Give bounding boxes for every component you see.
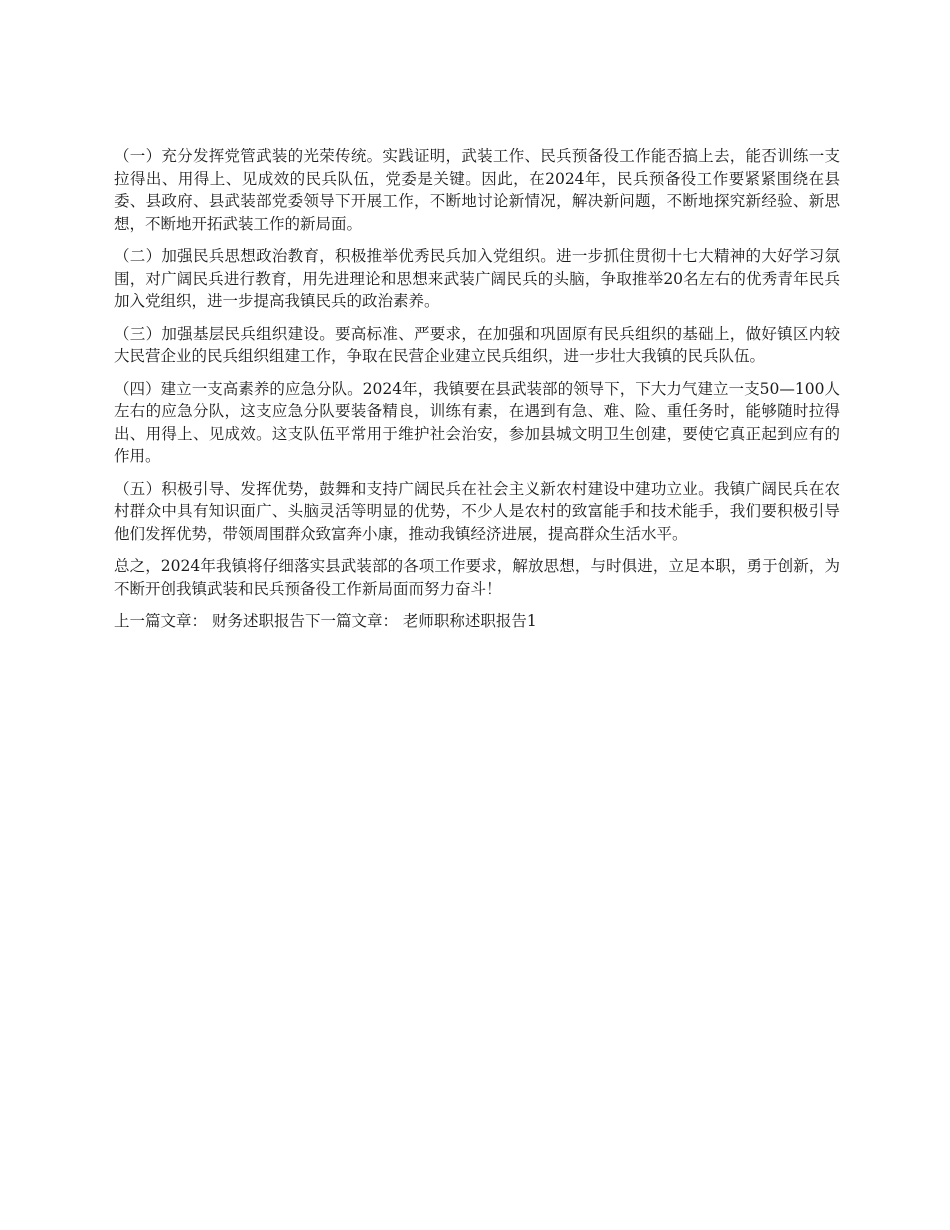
paragraph-3: （三）加强基层民兵组织建设。要高标准、严要求，在加强和巩固原有民兵组织的基础上，做好镇区内较大民营企业的民兵组织组建工作，争取在民营企业建立民兵组织，进一步壮大我镇的民兵队伍。 bbox=[114, 324, 840, 365]
paragraph-2: （二）加强民兵思想政治教育，积极推举优秀民兵加入党组织。进一步抓住贯彻十七大精神的大好学习氛围，对广阔民兵进行教育，用先进理论和思想来武装广阔民兵的头脑，争取推举20名左右的优秀青年民兵加入党组织，进一步提高我镇民兵的政治素养。 bbox=[114, 247, 840, 310]
next-article-link[interactable]: 老师职称述职报告1 bbox=[402, 612, 537, 630]
prev-article-label: 上一篇文章： bbox=[114, 612, 208, 630]
prev-article-link[interactable]: 财务述职报告 bbox=[211, 612, 305, 630]
article-body bbox=[114, 145, 840, 633]
next-article-label: 下一篇文章： bbox=[304, 612, 398, 630]
article-navigation bbox=[114, 610, 840, 633]
paragraph-1: （一）充分发挥党管武装的光荣传统。实践证明，武装工作、民兵预备役工作能否搞上去，能否训练一支拉得出、用得上、见成效的民兵队伍，党委是关键。因此，在2024年，民兵预备役工作要紧紧围绕在县委、县政府、县武装部党委领导下开展工作，不断地讨论新情况，解决新问题，不断地探究新经验、新思想，不断地开拓武装工作的新局面。 bbox=[114, 147, 840, 233]
conclusion-paragraph: 总之，2024年我镇将仔细落实县武装部的各项工作要求，解放思想，与时俱进，立足本职，勇于创新，为不断开创我镇武装和民兵预备役工作新局面而努力奋斗！ bbox=[114, 557, 840, 598]
paragraph-4: （四）建立一支高素养的应急分队。2024年，我镇要在县武装部的领导下，下大力气建立一支50—100人左右的应急分队，这支应急分队要装备精良，训练有素，在遇到有急、难、险、重任务时，能够随时拉得出、用得上、见成效。这支队伍平常用于维护社会治安，参加县城文明卫生创建，要使它真正起到应有的作用。 bbox=[114, 379, 840, 465]
paragraph-5: （五）积极引导、发挥优势，鼓舞和支持广阔民兵在社会主义新农村建设中建功立业。我镇广阔民兵在农村群众中具有知识面广、头脑灵活等明显的优势，不少人是农村的致富能手和技术能手，我们要积极引导他们发挥优势，带领周围群众致富奔小康，推动我镇经济进展，提高群众生活水平。 bbox=[114, 479, 840, 543]
